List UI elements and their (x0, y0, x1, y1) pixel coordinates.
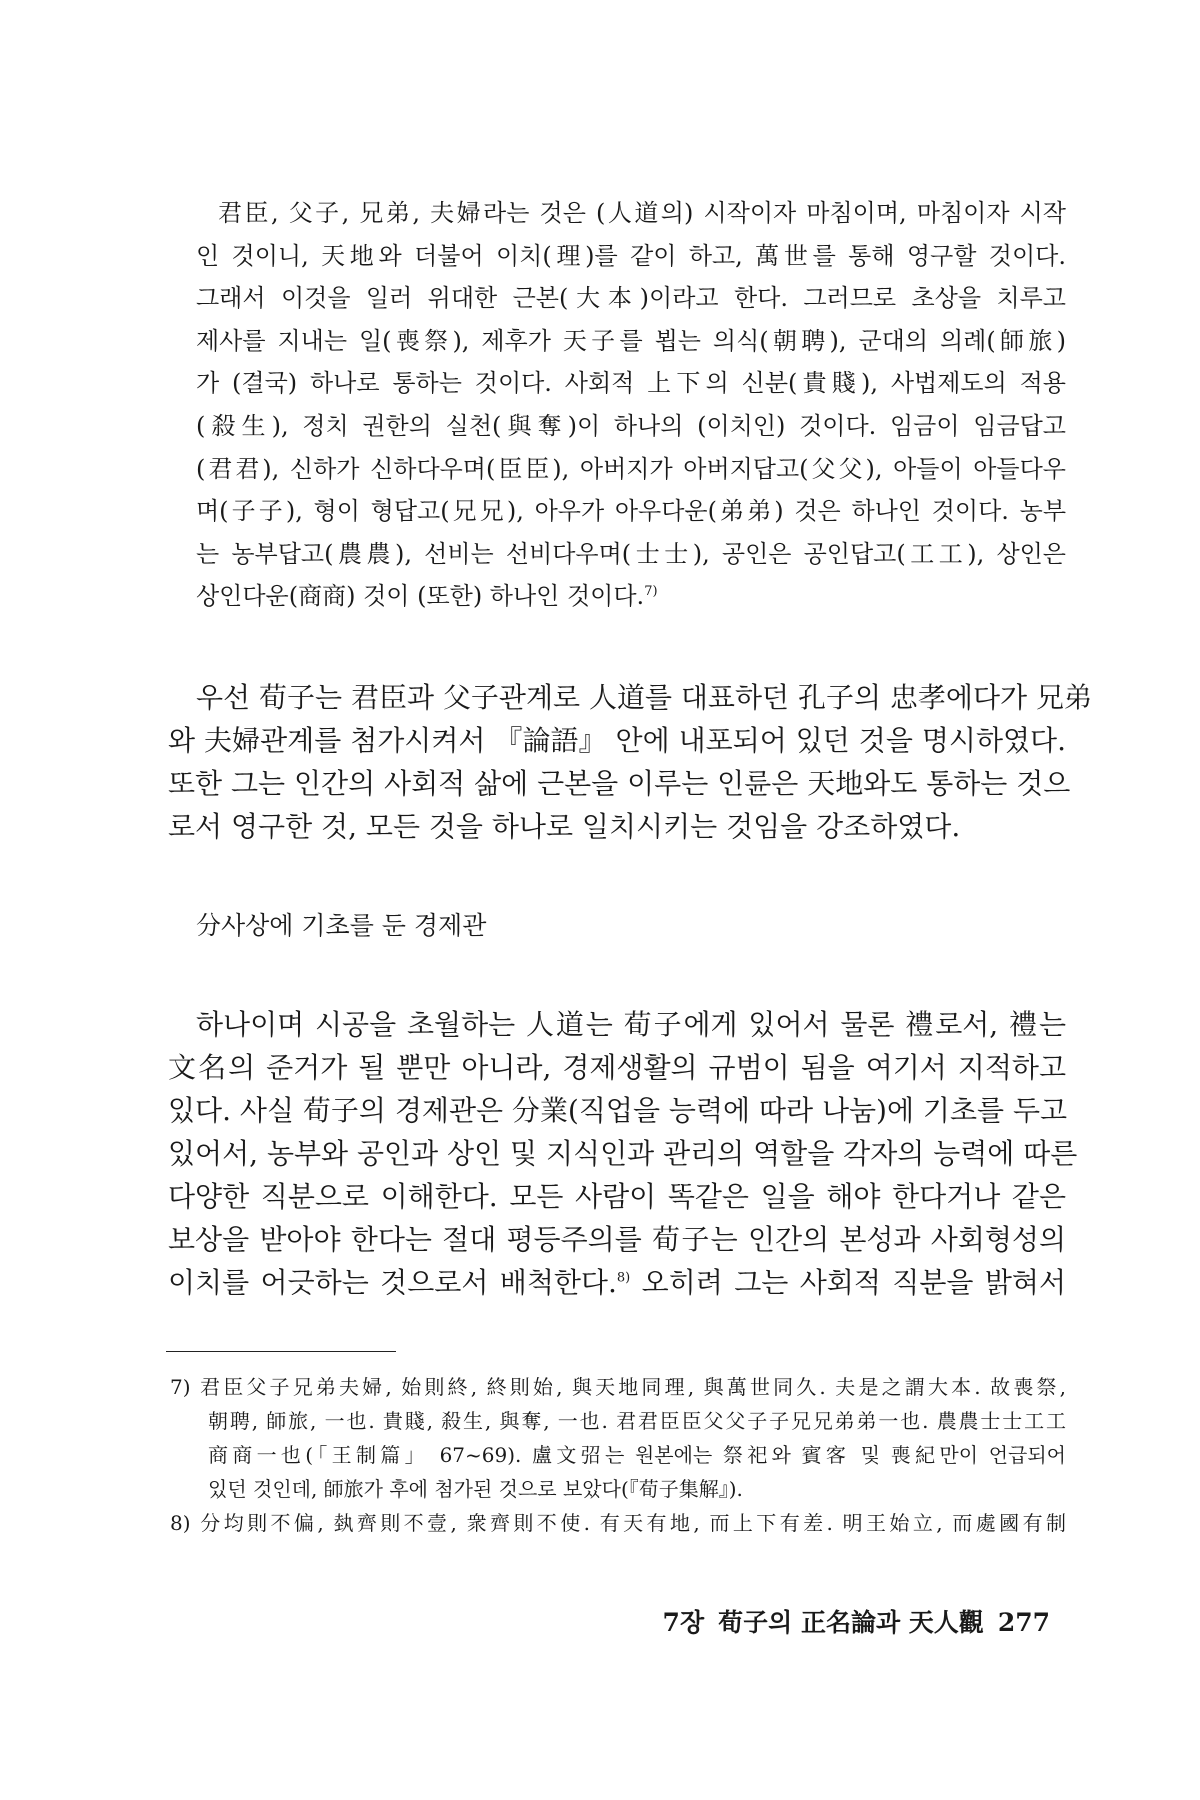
running-footer (663, 1606, 1050, 1640)
paragraph-line: 있다. 사실 荀子의 경제관은 分業(직업을 능력에 따라 나눔)에 기초를 두고 (168, 1094, 1068, 1127)
footnote-line: 商商一也(「王制篇」 67~69). 盧文弨는 원본에는 祭祀와 賓客 및 喪紀만이 언급되어 (208, 1443, 1066, 1467)
footnote-line: 있던 것인데, 師旅가 후에 첨가된 것으로 보았다(『荀子集解』). (208, 1477, 743, 1501)
quote-line: 그래서 이것을 일러 위대한 근본(大本)이라고 한다. 그러므로 초상을 치루고 (196, 284, 1066, 313)
quote-line: (殺生), 정치 권한의 실천(與奪)이 하나의 (이치인) 것이다. 임금이 임금답고 (196, 411, 1066, 440)
paragraph-line: 로서 영구한 것, 모든 것을 하나로 일치시키는 것임을 강조하였다. (168, 810, 961, 843)
paragraph-text: 이치를 어긋하는 것으로서 배척한다. (168, 1266, 617, 1299)
quote-line: 君臣, 父子, 兄弟, 夫婦라는 것은 (人道의) 시작이자 마침이며, 마침이자 시작 (218, 199, 1066, 227)
quote-line: 가 (결국) 하나로 통하는 것이다. 사회적 上下의 신분(貴賤), 사법제도의 적용 (196, 369, 1066, 398)
section-heading: 分사상에 기초를 둔 경제관 (196, 911, 487, 940)
paragraph-line: 하나이며 시공을 초월하는 人道는 荀子에게 있어서 물론 禮로서, 禮는 (196, 1008, 1066, 1041)
footnote-line: 8) 分均則不偏, 埶齊則不壹, 衆齊則不使. 有天有地, 而上下有差. 明王始立, 而處國有制 (170, 1511, 1066, 1535)
quote-line: 제사를 지내는 일(喪祭), 제후가 天子를 뵙는 의식(朝聘), 군대의 의례(師旅) (196, 326, 1066, 355)
footnote-reference: 8) (616, 1270, 631, 1286)
paragraph-line: 와 夫婦관계를 첨가시켜서 『論語』 안에 내포되어 있던 것을 명시하였다. (168, 724, 1066, 757)
footnote-7 (170, 1370, 1066, 1506)
paragraph-line: 또한 그는 인간의 사회적 삶에 근본을 이루는 인륜은 天地와도 통하는 것으 (168, 767, 1071, 800)
quote-last-text: 상인다운(商商) 것이 (또한) 하나인 것이다. (196, 582, 645, 611)
footnote-reference: 7) (644, 584, 658, 600)
paragraph-line (168, 1261, 1066, 1304)
footnote-line: 7) 君臣父子兄弟夫婦, 始則終, 終則始, 與天地同理, 與萬世同久. 夫是之謂大本. 故喪祭, (170, 1375, 1066, 1399)
footer-title: 荀子의 正名論과 天人觀 (718, 1608, 984, 1637)
paragraph-line: 있어서, 농부와 공인과 상인 및 지식인과 관리의 역할을 각자의 능력에 따른 (168, 1137, 1078, 1170)
paragraph-line: 보상을 받아야 한다는 절대 평등주의를 荀子는 인간의 본성과 사회형성의 (168, 1223, 1066, 1256)
quote-line (196, 575, 1066, 618)
paragraph-line: 다양한 직분으로 이해한다. 모든 사람이 똑같은 일을 해야 한다거나 같은 (168, 1180, 1066, 1213)
body-paragraph (168, 1003, 1078, 1304)
quote-line: 는 농부답고(農農), 선비는 선비다우며(士士), 공인은 공인답고(工工), 상인은 (196, 539, 1066, 568)
paragraph-text-tail: 오히려 그는 사회적 직분을 밝혀서 (630, 1266, 1066, 1299)
quote-line: 인 것이니, 天地와 더불어 이치(理)를 같이 하고, 萬世를 통해 영구할 것이다. (196, 241, 1066, 270)
quote-line: 며(子子), 형이 형답고(兄兄), 아우가 아우다운(弟弟) 것은 하나인 것이다. 농부 (196, 497, 1066, 526)
quote-line: (君君), 신하가 신하다우며(臣臣), 아버지가 아버지답고(父父), 아들이 아들다우 (196, 454, 1066, 483)
body-paragraph (168, 676, 1092, 848)
paragraph-line: 우선 荀子는 君臣과 父子관계로 人道를 대표하던 孔子의 忠孝에다가 兄弟 (196, 681, 1092, 714)
footnote-divider (166, 1351, 396, 1352)
footer-chapter: 7장 (662, 1608, 705, 1637)
footnote-line: 朝聘, 師旅, 一也. 貴賤, 殺生, 與奪, 一也. 君君臣臣父父子子兄兄弟弟一也. 農農士士工工 (208, 1409, 1066, 1433)
page-number: 277 (997, 1608, 1050, 1637)
footnote-8 (170, 1506, 1066, 1540)
block-quote (196, 192, 1066, 618)
paragraph-line: 文名의 준거가 될 뿐만 아니라, 경제생활의 규범이 됨을 여기서 지적하고 (168, 1051, 1066, 1084)
